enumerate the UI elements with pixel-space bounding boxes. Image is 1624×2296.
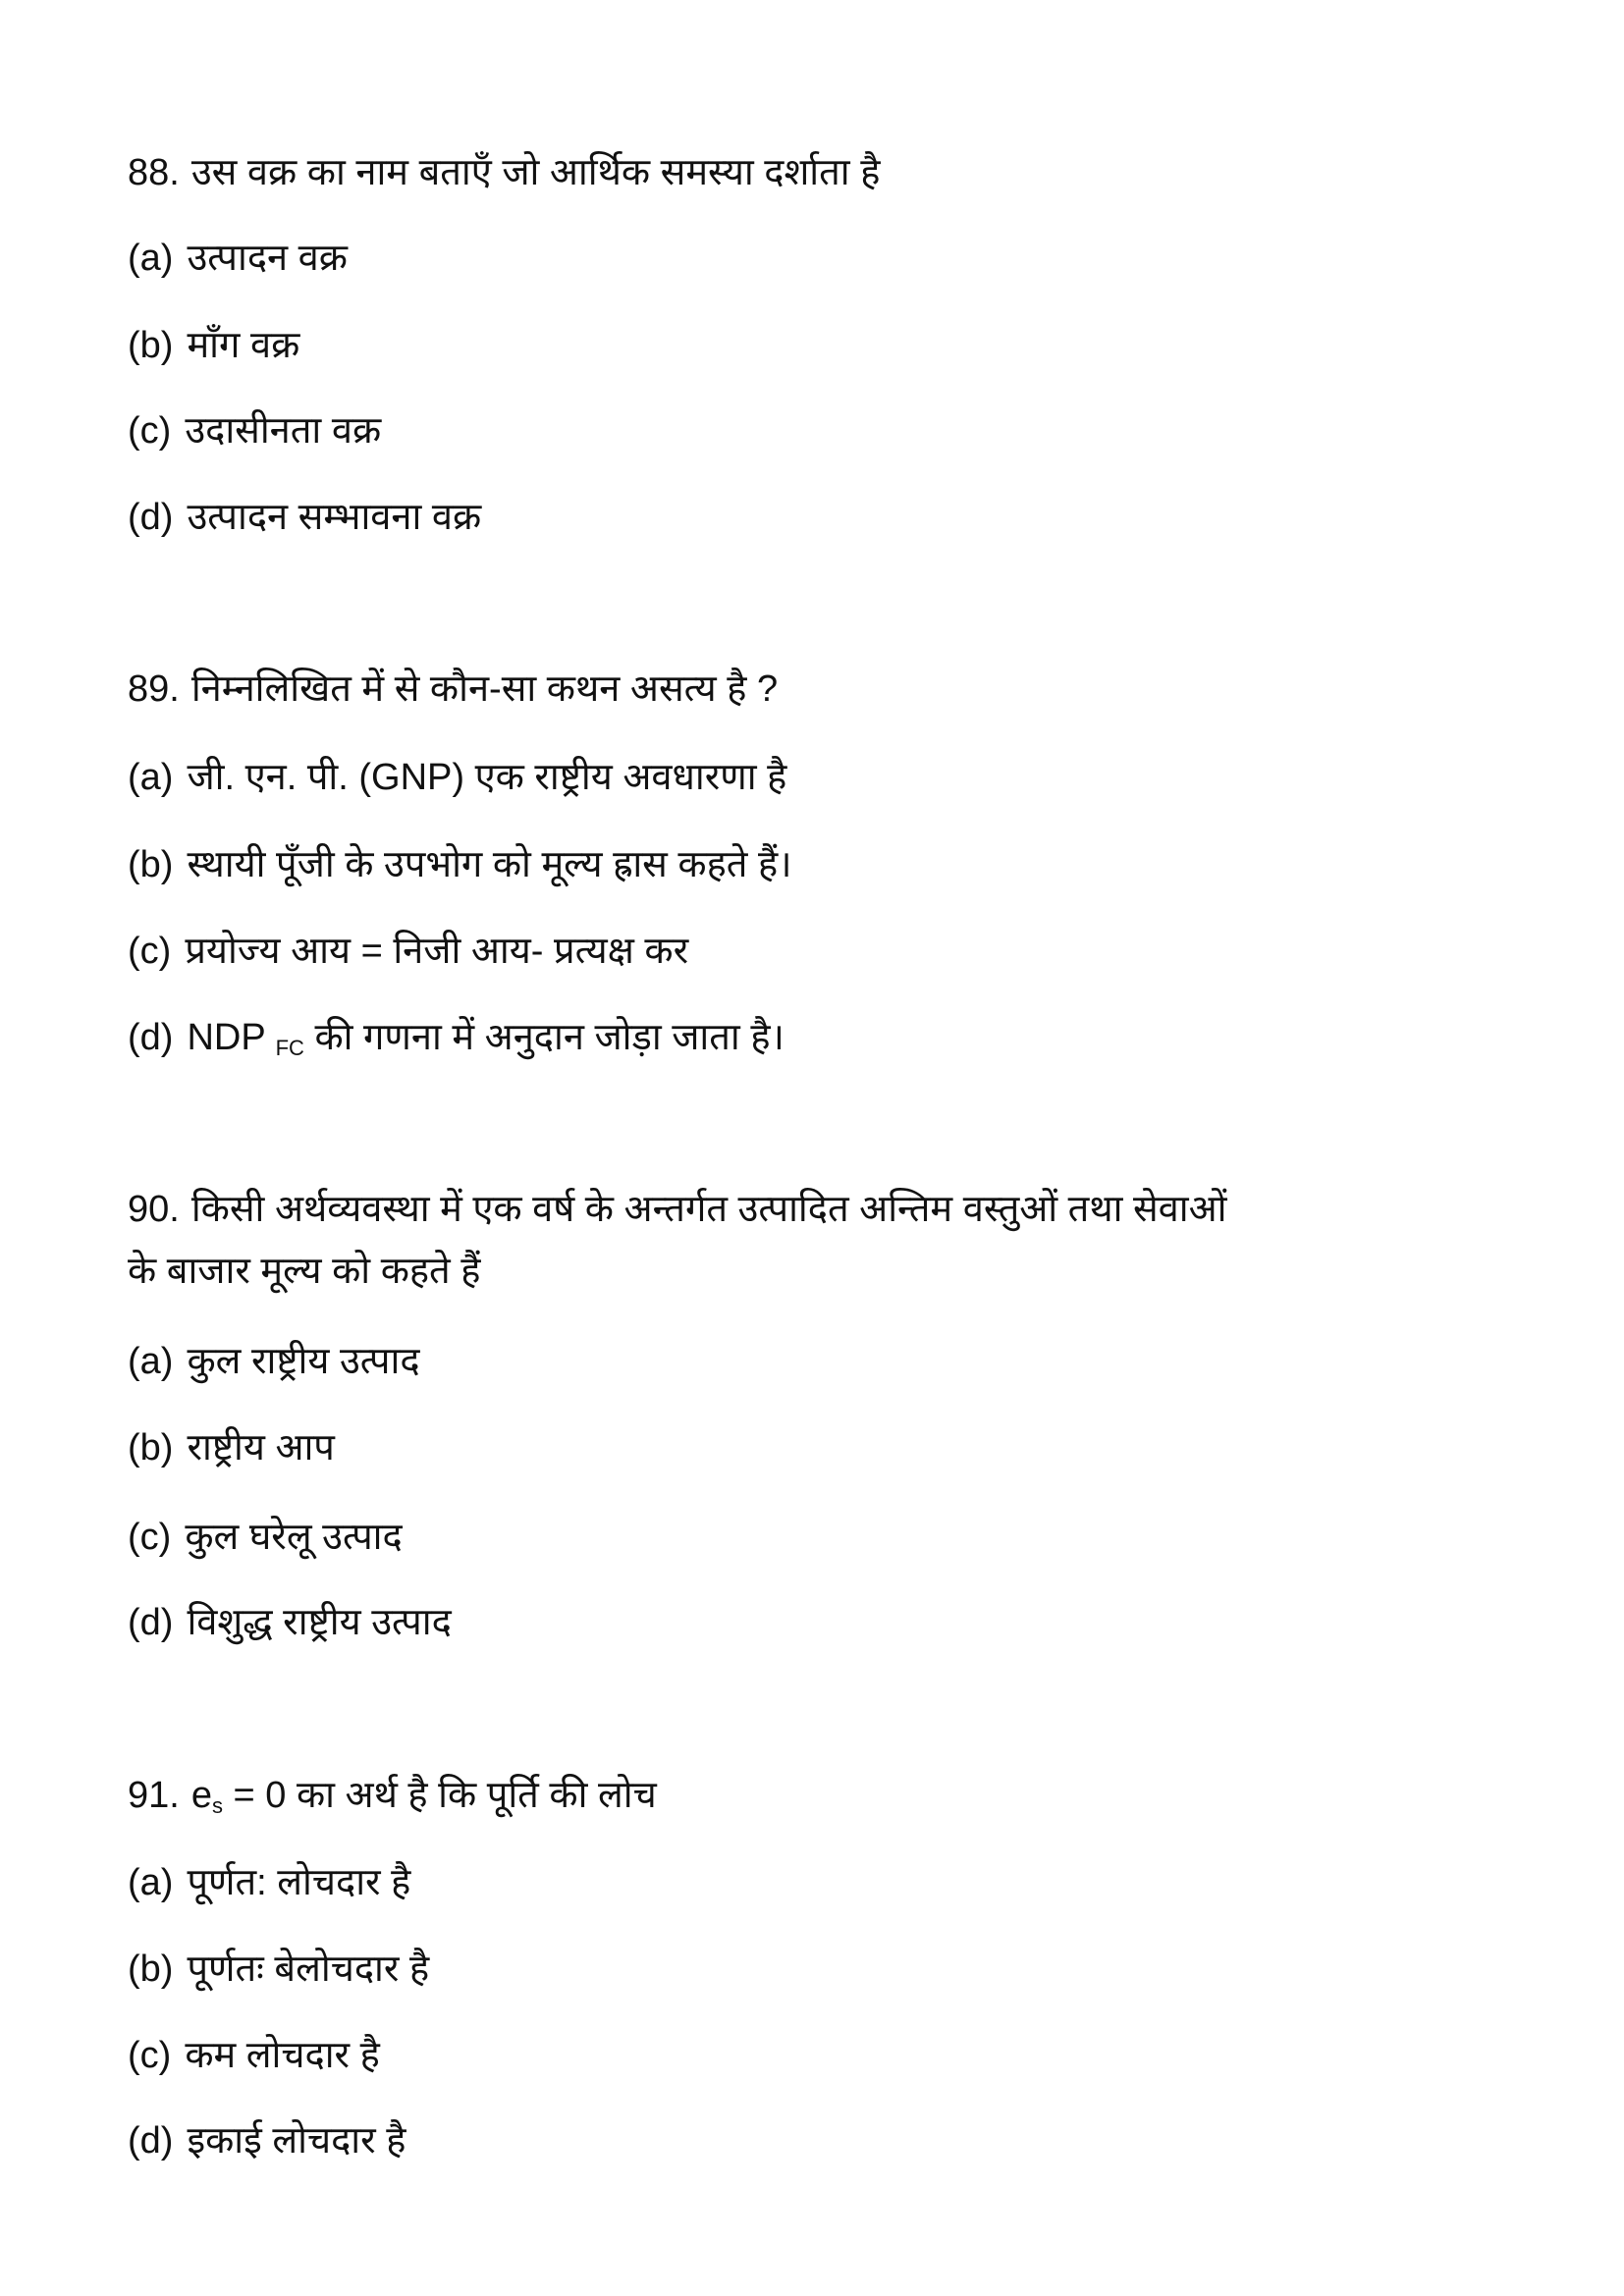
option-label: (a) (128, 1341, 174, 1382)
option-text: उदासीनता वक्र (185, 410, 382, 452)
option-text: राष्ट्रीय आप (187, 1427, 335, 1468)
option-c (128, 405, 381, 456)
option-text: कुल घरेलू उत्पाद (185, 1517, 403, 1558)
option-a (128, 752, 786, 803)
option-text: कुल राष्ट्रीय उत्पाद (187, 1341, 420, 1382)
option-a (128, 1857, 410, 1908)
option-label: (b) (128, 1949, 174, 1990)
question-text: उस वक्र का नाम बताएँ जो आर्थिक समस्या दर्शाता है (190, 152, 881, 193)
question-text: किसी अर्थव्यवस्था में एक वर्ष के अन्तर्गत उत्पादित अन्तिम वस्तुओं तथा सेवाओं (190, 1189, 1227, 1230)
option-d (128, 2115, 406, 2166)
option-text: माँग वक्र (187, 325, 300, 366)
question-90-line2 (128, 1246, 480, 1297)
option-text: उत्पादन वक्र (187, 238, 348, 279)
option-label: (a) (128, 1862, 174, 1903)
question-text-continued: के बाजार मूल्य को कहते हैं (128, 1251, 481, 1292)
option-text: पूर्णत: लोचदार है (187, 1862, 411, 1903)
option-label: (d) (128, 497, 174, 538)
option-a (128, 233, 348, 284)
option-label: (b) (128, 844, 174, 885)
question-89 (128, 664, 778, 715)
option-text: प्रयोज्य आय = निजी आय- प्रत्यक्ष कर (185, 931, 689, 972)
option-text: उत्पादन सम्भावना वक्र (187, 497, 482, 538)
option-b (128, 320, 299, 371)
option-b (128, 1944, 429, 1995)
option-d (128, 1012, 785, 1074)
question-subscript: s (211, 1793, 223, 1818)
option-label: (c) (128, 1517, 172, 1558)
option-d (128, 492, 481, 543)
question-number: 89. (128, 668, 180, 710)
option-b (128, 839, 792, 890)
option-text: जी. एन. पी. (GNP) एक राष्ट्रीय अवधारणा है (187, 757, 787, 798)
question-text: निम्नलिखित में से कौन-सा कथन असत्य है ? (190, 668, 779, 710)
option-c (128, 2030, 380, 2081)
option-label: (d) (128, 2120, 174, 2162)
option-text: विशुद्ध राष्ट्रीय उत्पाद (187, 1602, 452, 1643)
option-text: की गणना में अनुदान जोड़ा जाता है। (314, 1017, 785, 1058)
option-label: (c) (128, 931, 172, 972)
option-label: (a) (128, 238, 174, 279)
question-symbol: e (190, 1775, 212, 1816)
option-c (128, 926, 688, 977)
question-number: 91. (128, 1775, 180, 1816)
option-label: (d) (128, 1602, 174, 1643)
option-a (128, 1336, 420, 1387)
option-label: (b) (128, 325, 174, 366)
question-number: 90. (128, 1189, 180, 1230)
option-d (128, 1597, 452, 1648)
option-label: (d) (128, 1017, 174, 1058)
option-c (128, 1512, 403, 1563)
option-label: (c) (128, 2035, 172, 2076)
option-text: स्थायी पूँजी के उपभोग को मूल्य ह्रास कहते हैं। (187, 844, 792, 885)
option-text: कम लोचदार है (185, 2035, 380, 2076)
question-88 (128, 147, 880, 198)
option-label: (a) (128, 757, 174, 798)
option-label: (c) (128, 410, 172, 452)
question-91 (128, 1770, 657, 1832)
option-text: इकाई लोचदार है (187, 2120, 406, 2162)
question-90 (128, 1184, 1227, 1235)
option-subscript: FC (275, 1036, 304, 1060)
option-label: (b) (128, 1427, 174, 1468)
question-number: 88. (128, 152, 180, 193)
question-text: = 0 का अर्थ है कि पूर्ति की लोच (233, 1775, 657, 1816)
option-text: पूर्णतः बेलोचदार है (187, 1949, 430, 1990)
option-b (128, 1422, 335, 1473)
option-prefix: NDP (187, 1017, 265, 1058)
